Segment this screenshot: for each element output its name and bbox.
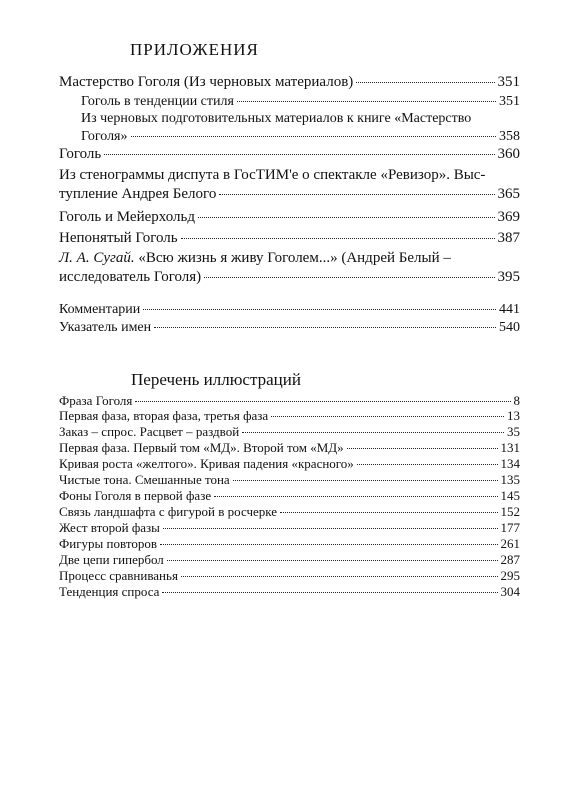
toc-entry-title: Указатель имен <box>59 320 152 335</box>
leader-dots <box>181 576 498 577</box>
toc-entry-title-line2: Гоголя» <box>81 129 128 144</box>
leader-dots <box>167 560 498 561</box>
toc-entry-title-line2: исследователь Гоголя) <box>59 269 202 285</box>
toc-entry-page: 358 <box>499 129 520 144</box>
illustration-entry <box>59 536 520 552</box>
illustration-title: Чистые тона. Смешанные тона <box>59 472 230 487</box>
illustration-page: 13 <box>507 408 520 423</box>
leader-dots <box>160 544 498 545</box>
leader-dots <box>233 480 498 481</box>
toc-entry-title-rest: «Всю жизнь я живу Гоголем...» (Андрей Белый – <box>134 250 451 266</box>
illustration-entry <box>59 568 520 584</box>
illustration-page: 261 <box>500 536 520 551</box>
illustration-title: Фоны Гоголя в первой фазе <box>59 488 212 503</box>
toc-entry-title-line1: Из черновых подготовительных материалов к книге «Мастерство <box>81 111 472 126</box>
illustration-page: 145 <box>500 488 520 503</box>
leader-dots <box>280 512 497 513</box>
illustration-title: Две цепи гипербол <box>59 552 164 567</box>
illustration-page: 295 <box>500 568 520 583</box>
illustration-page: 134 <box>500 456 520 471</box>
illustration-entry <box>59 488 520 504</box>
illustration-page: 304 <box>500 584 520 599</box>
toc-entry-title: Комментарии <box>59 302 141 317</box>
illustration-title: Первая фаза, вторая фаза, третья фаза <box>59 408 269 423</box>
illustration-page: 287 <box>500 552 520 567</box>
leader-dots <box>347 448 498 449</box>
toc-entry-page: 351 <box>497 74 520 90</box>
toc-entry-page: 369 <box>497 209 520 225</box>
toc-entry-title-line1: Из стенограммы диспута в ГосТИМ'е о спектакле «Ревизор». Выс- <box>59 167 486 183</box>
illustrations-heading: Перечень иллюстраций <box>131 370 301 389</box>
illustration-entry <box>59 504 520 520</box>
illustration-page: 152 <box>500 504 520 519</box>
toc-entry-title: Гоголь в тенденции стиля <box>81 94 234 109</box>
illustration-page: 35 <box>507 424 520 439</box>
illustration-page: 131 <box>500 440 520 455</box>
illustration-entry <box>59 584 520 600</box>
toc-entry-page: 360 <box>497 146 520 162</box>
toc-entry-title: Гоголь и Мейерхольд <box>59 209 195 225</box>
leader-dots <box>242 432 504 433</box>
illustration-entry <box>59 472 520 488</box>
illustration-title: Фраза Гоголя <box>59 393 133 408</box>
leader-dots <box>162 592 497 593</box>
illustration-title: Фигуры повторов <box>59 536 157 551</box>
illustration-title: Первая фаза. Первый том «МД». Второй том «МД» <box>59 440 344 455</box>
leader-dots <box>135 401 510 402</box>
toc-entry-title: Непонятый Гоголь <box>59 230 178 246</box>
illustration-title: Процесс сравниванья <box>59 568 178 583</box>
illustration-title: Жест второй фазы <box>59 520 160 535</box>
illustration-title: Связь ландшафта с фигурой в росчерке <box>59 504 278 519</box>
appendix-heading: ПРИЛОЖЕНИЯ <box>130 40 259 59</box>
illustration-entry <box>59 456 520 472</box>
toc-entry-author: Л. А. Сугай. <box>59 250 135 266</box>
illustration-entry <box>59 520 520 536</box>
toc-entry-page: 395 <box>497 269 520 285</box>
illustration-title: Кривая роста «желтого». Кривая падения «красного» <box>59 456 354 471</box>
toc-entry-title-line2: тупление Андрея Белого <box>59 186 217 202</box>
toc-entry-page: 365 <box>497 186 520 202</box>
leader-dots <box>163 528 498 529</box>
toc-entry-page: 351 <box>499 94 520 109</box>
leader-dots <box>357 464 498 465</box>
illustration-entry <box>59 424 520 440</box>
toc-entry-title: Мастерство Гоголя (Из черновых материалов) <box>59 74 354 90</box>
toc-entry-page: 387 <box>497 230 520 246</box>
illustration-page: 135 <box>500 472 520 487</box>
toc-entry-page: 441 <box>499 302 520 317</box>
illustration-entry <box>59 552 520 568</box>
leader-dots <box>271 416 504 417</box>
toc-entry-page: 540 <box>499 320 520 335</box>
illustration-entry <box>59 440 520 456</box>
illustration-entry <box>59 393 520 409</box>
illustration-title: Заказ – спрос. Расцвет – раздвой <box>59 424 240 439</box>
leader-dots <box>214 496 497 497</box>
illustration-title: Тенденция спроса <box>59 584 160 599</box>
toc-entry-title: Гоголь <box>59 146 102 162</box>
illustration-entry <box>59 408 520 424</box>
illustration-page: 8 <box>513 393 520 408</box>
illustration-page: 177 <box>500 520 520 535</box>
